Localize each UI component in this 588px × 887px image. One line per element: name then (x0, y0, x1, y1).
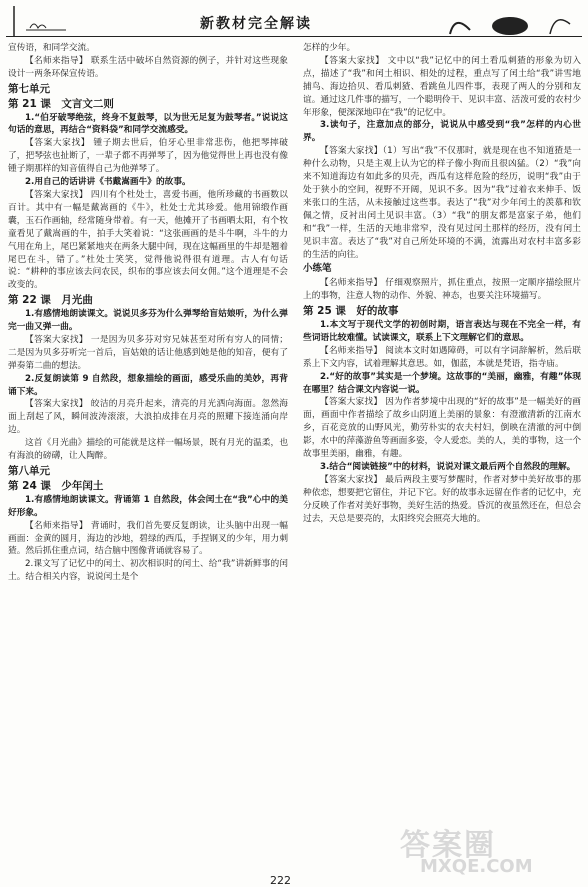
answer: 【答案大家找】 文中以“我”记忆中的闰土看瓜刺猹的形象为切入点，描述了“我”和闰土相识、相处的过程，重点写了闰土给“我”讲雪地捕鸟、海边拾贝、看瓜刺猹、看跳鱼儿四件事，表现了两人的分别和友谊。通过这几件事的描写，一个聪明伶干、见识丰富、活泼可爱的农村少年形象，便深深地印在“我”的记忆中。 (303, 55, 581, 118)
left-column (8, 42, 288, 584)
teacher-tip: 【名师来指导】 联系生活中破坏自然资源的例子，并针对这些现象设计一两条环保宣传语。 (8, 55, 288, 79)
lesson-heading: 第 22 课 月光曲 (8, 294, 93, 307)
answer: 【答案大家找】 因为作者梦境中出现的“好的故事”是一幅美好的画面，画面中作者描绘了故乡山阴道上美丽的景象：有澄澈清新的江南水乡，百花竞放的山野风光，勤劳朴实的农夫村妇，倒映在清澈的河中倒影，水中的萍藻游鱼等画面多姿，令人爱恋。美的人，美的事物，这一个故事里美丽，幽雅，有趣。 (303, 397, 581, 460)
question: 2.反复朗读第 9 自然段，想象描绘的画面，感受乐曲的美妙，再背诵下来。 (8, 373, 288, 397)
question: 3.读句子，注意加点的部分，说说从中感受到“我”怎样的内心世界。 (303, 120, 581, 144)
lesson-heading: 第 21 课 文言文二则 (8, 97, 114, 110)
teacher-tip: 【名师来指导】 仔细观察照片，抓住重点，按照一定顺序描绘照片上的事物，注意人物的动作、外貌、神态，也要关注环境描写。 (303, 278, 581, 302)
lesson-heading: 第 25 课 好的故事 (303, 305, 399, 318)
page-title: 新教材完全解读 (200, 16, 312, 32)
question: 2.“好的故事”其实是一个梦境。这故事的“美丽，幽雅，有趣”体现在哪里？结合课文内容说一说。 (303, 371, 581, 395)
teacher-tip: 【名师来指导】 背诵时，我们首先要反复朗读，让头脑中出现一幅画面：金黄的圆月，海边的沙地，碧绿的西瓜，手捏钢叉的少年，用力刺猹。然后抓住重点词，结合脑中图像背诵就容易了。 (8, 520, 288, 557)
question: 2.课文写了记忆中的闰土、初次相识时的闰土、给“我”讲新鲜事的闰土。结合相关内容，说说闰土是个 (8, 559, 288, 583)
paragraph: 宣传语，和同学交流。 (8, 43, 95, 53)
question: 1.本文写于现代文学的初创时期，语言表达与现在不完全一样，有些词语比较难懂。试读课文，联系上下文理解它们的意思。 (303, 320, 581, 343)
answer: 【答案大家找】 皎洁的月亮升起来，清亮的月光洒向海面。忽然海面上刮起了风，瞬间波涛滚滚，大浪拍成排在月亮的照耀下接连涌向岸边。 (8, 399, 288, 436)
watermark: 答案圈 (400, 828, 496, 863)
answer: 这首《月光曲》描绘的可能就是这样一幅场景，既有月光的温柔，也有海浪的磅礴，让人陶醉。 (8, 438, 288, 462)
paragraph: 怎样的少年。 (303, 43, 356, 53)
answer: 【答案大家找】 四川有个杜处士，喜爱书画，他所珍藏的书画数以百计。其中有一幅是戴嵩画的《牛》，杜处士尤其珍爱。他用锦缎作画囊，玉石作画轴，经常随身带着。有一天，他摊开了书画晒太阳，有个牧童看见了戴嵩画的牛，拍手大笑着说：“这张画画的是斗牛啊，斗牛的力气用在角上，尾巴紧紧地夹在两条大腿中间，现在这幅画里的牛却是翘着尾巴在斗，错了。”杜处士笑笑，觉得他说得很有道理。古人有句话说：“耕种的事应该去问农民，织布的事应该去问女佣。”这个道理是不会改变的。 (8, 189, 288, 291)
question: 3.结合“阅读链接”中的材料，说说对课文最后两个自然段的理解。 (320, 462, 576, 472)
header-divider (6, 36, 582, 37)
answer: 【答案大家找】 锺子期去世后，伯牙心里非常悲伤，他把琴摔破了，把琴弦也扯断了，一辈子都不再弹琴了，因为他觉得世上再也没有像锺子期那样的知音值得自己为他弹琴了。 (8, 138, 288, 175)
right-column (303, 42, 581, 526)
question: 2.用自己的话讲讲《书戴嵩画牛》的故事。 (25, 177, 191, 188)
answer: 【答案大家找】（1）写出“我”不仅那时，就是现在也不知道猹是一种什么动物，只是主观上认为它的样子像小狗而且很凶猛。（2）“我”向来不知道海边有如此多的贝壳，西瓜有这样危险的经历，说明“我”由于处于狭小的空间，视野不开阔，见识不多。因为“我”过着衣来伸手、饭来张口的生活，从未接触过这些事。表达了“我”对少年闰土的羡慕和钦佩之情，反衬出闰土见识丰富。（3）“我”的朋友都是富家子弟，他们和“我”一样，生活的天地非常窄，没有见过闰土那样的经历，没有闰土见识丰富。表达了“我”对自己所处环境的不满，流露出对农村丰富多彩的生活的向往。 (303, 146, 581, 260)
answer: 【答案大家找】 最后两段主要写梦醒时，作者对梦中美好故事的那种依恋，想要把它留住，并记下它。好的故事永远留在作者的记忆中，充分反映了作者对美好事物，美好生活的热爱。昏沉的夜虽然还在，但总会过去，天总是要亮的，太阳终究会照亮大地的。 (303, 474, 581, 524)
page-header (0, 0, 588, 40)
page-number: 222 (270, 874, 291, 887)
question: 1.“伯牙破琴绝弦，终身不复鼓琴，以为世无足复为鼓琴者。”说说这句话的意思，再结合“资料袋”和同学交流感受。 (8, 112, 288, 136)
watermark-url: MXQE.COM (420, 856, 533, 877)
unit-heading: 第八单元 (8, 465, 50, 477)
unit-heading: 第七单元 (8, 82, 50, 95)
lesson-heading: 第 24 课 少年闰土 (8, 479, 104, 492)
teacher-tip: 【名师来指导】 阅读本文时如遇障碍，可以有字词辞解析，然后联系上下文内容，试着理解其意思。如，伽蓝，本就是梵语，指寺庙。 (303, 345, 581, 369)
practice-heading: 小练笔 (303, 263, 332, 275)
question: 1.有感情地朗读课文。说说贝多芬为什么弹琴给盲姑娘听，为什么弹完一曲又弹一曲。 (8, 309, 288, 333)
animal-decoration-icon (430, 4, 580, 38)
question: 1.有感情地朗读课文。背诵第 1 自然段，体会闰土在“我”心中的美好形象。 (8, 494, 288, 518)
answer: 【答案大家找】 一是因为贝多芬对穷兄妹甚至对所有穷人的同情；二是因为贝多芬听完一首后，盲姑娘的话让他感到她是他的知音，便有了弹奏第二曲的想法。 (8, 334, 288, 371)
branch-decoration-icon (6, 4, 76, 38)
